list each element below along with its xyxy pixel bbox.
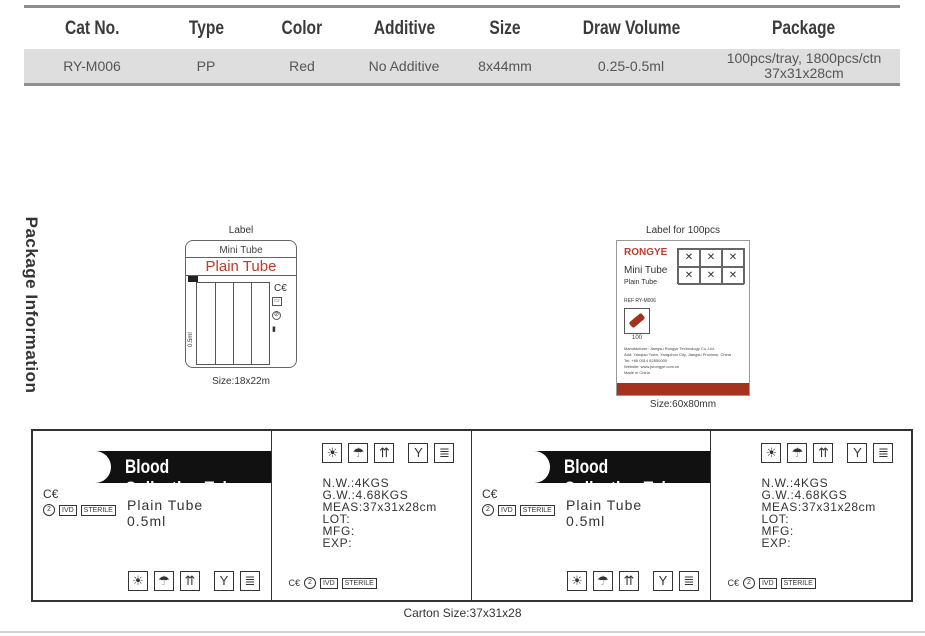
- stack-limit-icon: ≣: [434, 443, 454, 463]
- insect-icon: ✕: [722, 249, 744, 267]
- footer-rule: [0, 631, 925, 633]
- sun-icon: ☀: [567, 571, 587, 591]
- header-additive: Additive: [373, 17, 435, 39]
- brand-name: RONGYE: [624, 247, 668, 258]
- stack-limit-icon: ≣: [873, 443, 893, 463]
- carton-front-panel: [472, 431, 711, 600]
- ref-number: REF RY-M006: [624, 298, 656, 304]
- header-size: Size: [489, 17, 521, 39]
- handling-icons: [128, 571, 260, 591]
- carton-title: Blood Collection Tube: [125, 457, 241, 500]
- cell-cat-no: RY-M006: [63, 57, 121, 74]
- spec-table: [24, 5, 900, 86]
- stack-limit-icon: ≣: [679, 571, 699, 591]
- header-draw-volume: Draw Volume: [582, 17, 680, 39]
- sterile-mark: STERILE: [81, 505, 116, 516]
- handling-icons: [567, 571, 699, 591]
- carton-info: N.W.:4KGS G.W.:4.68KGS MEAS:37x31x28cm LOT: MFG: EXP:: [322, 476, 437, 550]
- umbrella-icon: ☂: [593, 571, 613, 591]
- carton-front-panel: [33, 431, 272, 600]
- small-label-size: Size:18x22m: [212, 376, 270, 387]
- ivd-mark: IVD: [320, 578, 338, 589]
- fragile-icon: Y: [847, 443, 867, 463]
- header-cat-no: Cat No.: [64, 17, 120, 39]
- sun-icon: ☀: [128, 571, 148, 591]
- fragile-icon: Y: [214, 571, 234, 591]
- insect-icon: ✕: [700, 267, 722, 285]
- title-band-pill: [472, 451, 550, 483]
- carton-title: Blood Collection Tube: [564, 457, 680, 500]
- warning-icon-grid: [677, 248, 745, 284]
- ivd-mark: IVD: [498, 505, 516, 516]
- sterile-mark: STERILE: [342, 578, 377, 589]
- cell-package: [708, 51, 900, 81]
- battery-icon: ▮: [272, 326, 276, 333]
- label-100-mini-tube: Mini Tube: [624, 265, 668, 276]
- label-100pcs: [616, 240, 750, 396]
- tube-grid: [196, 282, 270, 365]
- no-reuse-icon: 2: [304, 577, 316, 589]
- regulatory-marks: [43, 504, 116, 516]
- label-100-size: Size:60x80mm: [649, 399, 717, 410]
- regulatory-marks: [727, 577, 815, 589]
- carton-product: Plain Tube 0.5ml: [566, 497, 643, 529]
- handling-icons: [322, 443, 454, 463]
- header-package: Package: [772, 17, 836, 39]
- carton-info: N.W.:4KGS G.W.:4.68KGS MEAS:37x31x28cm LOT: MFG: EXP:: [761, 476, 876, 550]
- regulatory-marks: [288, 577, 376, 589]
- no-reuse-icon: ⊘: [274, 312, 280, 318]
- carton-layout: [31, 429, 913, 602]
- this-way-up-icon: ⇈: [813, 443, 833, 463]
- sun-icon: ☀: [761, 443, 781, 463]
- handling-icons: [761, 443, 893, 463]
- label-100-plain-tube: Plain Tube: [624, 279, 658, 286]
- cell-size: 8x44mm: [478, 57, 532, 74]
- insect-icon: ✕: [722, 267, 744, 285]
- this-way-up-icon: ⇈: [374, 443, 394, 463]
- red-divider: [186, 275, 296, 276]
- title-band-pill: [33, 451, 111, 483]
- umbrella-icon: ☂: [154, 571, 174, 591]
- table-row: [24, 49, 900, 86]
- ce-mark: C€: [274, 283, 287, 294]
- this-way-up-icon: ⇈: [180, 571, 200, 591]
- insect-icon: ✕: [678, 249, 700, 267]
- table-header-row: [24, 8, 900, 49]
- sterile-mark: STERILE: [781, 578, 816, 589]
- umbrella-icon: ☂: [348, 443, 368, 463]
- no-reuse-icon: 2: [743, 577, 755, 589]
- small-label: [185, 240, 297, 368]
- header-type: Type: [188, 17, 224, 39]
- stack-limit-icon: ≣: [240, 571, 260, 591]
- ce-mark: C€: [482, 487, 498, 501]
- umbrella-icon: ☂: [787, 443, 807, 463]
- carton-side-panel: [272, 431, 472, 600]
- ce-mark: C€: [43, 487, 59, 501]
- small-label-volume: 0.5ml: [188, 332, 194, 347]
- small-label-plain-tube: Plain Tube: [205, 258, 277, 275]
- carton-product: Plain Tube 0.5ml: [127, 497, 204, 529]
- insect-icon: ✕: [700, 249, 722, 267]
- cell-draw-volume: 0.25-0.5ml: [597, 57, 665, 74]
- ce-mark: C€: [727, 578, 739, 588]
- label-caption: Label: [228, 225, 254, 236]
- ce-mark: C€: [288, 578, 300, 588]
- label-100-caption: Label for 100pcs: [646, 225, 720, 236]
- red-footer-bar: [617, 383, 749, 395]
- no-reuse-icon: 2: [43, 504, 55, 516]
- small-label-mini-tube: Mini Tube: [219, 245, 263, 256]
- manufacturer-info: Manufacturer: Jiangsu Rongye Technology Co.,Ltd. Add: Yaoqiao Town, Yangzhou City, Jiangsu Province, China Tel: +86 0514 82550000 Website: www.jsrongye.com.cn Made in China: [624, 346, 731, 375]
- package-information-title: Package Information: [22, 216, 41, 394]
- fragile-icon: Y: [408, 443, 428, 463]
- sterile-mark: STERILE: [520, 505, 555, 516]
- insect-icon: ✕: [678, 267, 700, 285]
- sun-icon: ☀: [322, 443, 342, 463]
- ivd-mark: IVD: [59, 505, 77, 516]
- cell-additive: No Additive: [368, 57, 440, 74]
- regulatory-marks: [482, 504, 555, 516]
- fragile-icon: Y: [653, 571, 673, 591]
- cell-type: PP: [196, 57, 216, 74]
- carton-side-panel: [711, 431, 911, 600]
- quantity: 100: [632, 335, 643, 341]
- ivd-mark: IVD: [759, 578, 777, 589]
- package-line-2: 37x31x28cm: [764, 65, 844, 81]
- tube-image: [624, 308, 650, 334]
- carton-size-caption: Carton Size:37x31x28: [403, 606, 522, 620]
- this-way-up-icon: ⇈: [619, 571, 639, 591]
- cell-color: Red: [289, 57, 315, 74]
- no-reuse-icon: 2: [482, 504, 494, 516]
- package-line-1: 100pcs/tray, 1800pcs/ctn: [726, 50, 882, 66]
- header-color: Color: [281, 17, 323, 39]
- lot-symbol-icon: ▭: [274, 298, 280, 304]
